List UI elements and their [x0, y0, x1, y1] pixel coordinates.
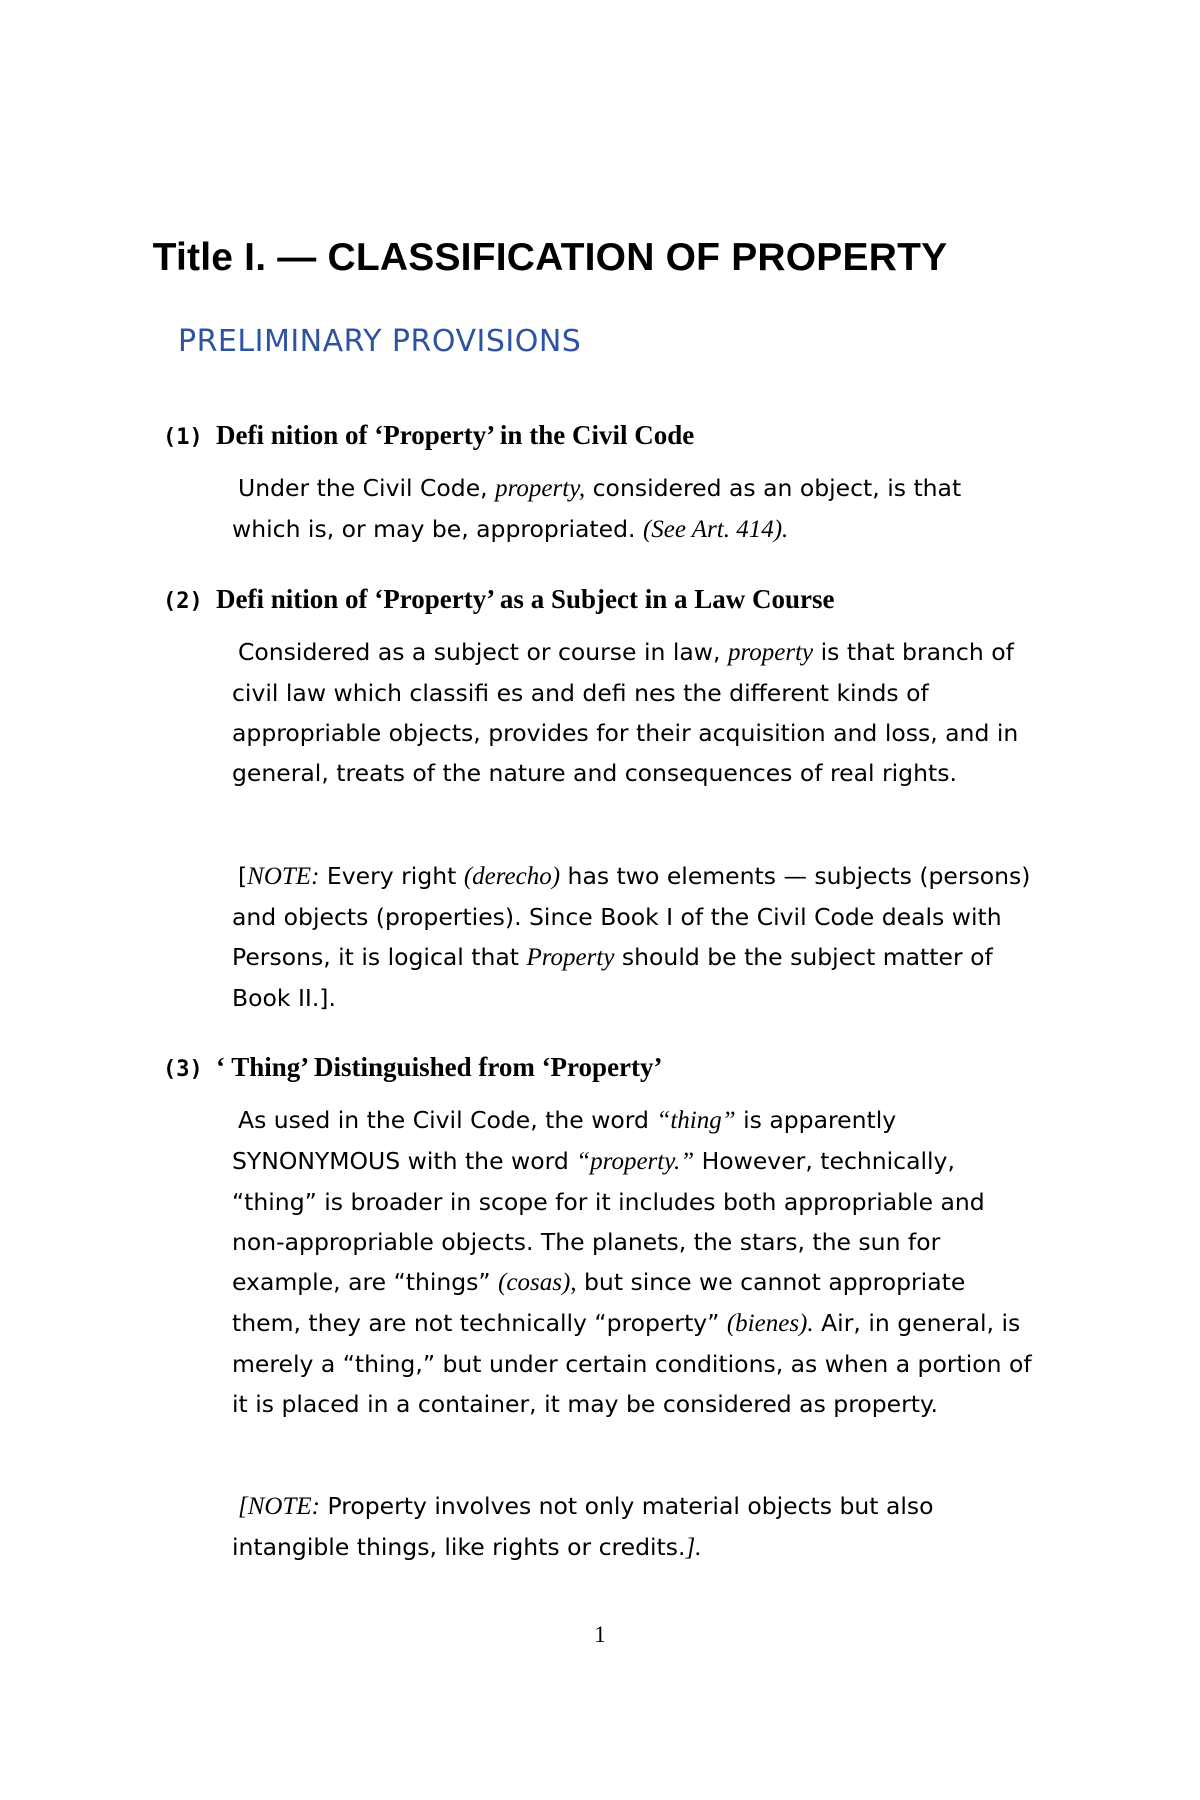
- paragraph-italic-text: NOTE:: [247, 863, 320, 890]
- paragraph-italic-text: property: [727, 639, 814, 666]
- section-heading-text: ‘ Thing’ Distinguished from ‘Property’: [216, 1052, 663, 1082]
- paragraph-italic-text: “thing”: [656, 1107, 736, 1134]
- paragraph-text: but since we cannot appropriate them, they are not technically “property”: [232, 1268, 966, 1337]
- page-title: Title I. — CLASSIFICATION OF PROPERTY: [152, 236, 948, 279]
- section-heading-text: Defi nition of ‘Property’ in the Civil Code: [216, 420, 695, 450]
- paragraph-italic-text: (cosas),: [498, 1269, 577, 1296]
- paragraph-text: has two elements — subjects (persons) and objects (properties). Since Book I of the Civil Code deals with Persons, it is logical that: [232, 862, 1031, 971]
- paragraph-italic-text: property,: [495, 475, 586, 502]
- section-number: (3): [163, 1057, 203, 1082]
- section-heading-3: [163, 1052, 663, 1083]
- paragraph-text: As used in the Civil Code, the word: [238, 1106, 657, 1134]
- paragraph-text: Air, in general, is merely a “thing,” but under certain conditions, as when a portion of it is placed in a container, it may be considered as property.: [232, 1309, 1032, 1418]
- paragraph-italic-text: “property.”: [576, 1148, 695, 1175]
- section-heading-text: Defi nition of ‘Property’ as a Subject in a Law Course: [216, 584, 835, 614]
- paragraph-italic-text: (bienes).: [726, 1310, 814, 1337]
- paragraph-2-1: [232, 632, 1032, 793]
- paragraph-italic-text: (derecho): [463, 863, 561, 890]
- paragraph-italic-text: Property: [526, 944, 615, 971]
- paragraph-text: Every right: [319, 862, 464, 890]
- section-subtitle: PRELIMINARY PROVISIONS: [178, 324, 582, 359]
- paragraph-text: is that branch of civil law which classifi es and defi nes the different kinds of appropriable objects, provides for their acquisition and loss, and in general, treats of the nature and consequences of real rights.: [232, 638, 1019, 787]
- section-heading-2: [163, 584, 834, 615]
- paragraph-3-1: [232, 1100, 1032, 1424]
- paragraph-1-1: [232, 468, 1032, 550]
- paragraph-italic-text: [NOTE:: [238, 1493, 320, 1520]
- paragraph-italic-text: ].: [685, 1534, 702, 1561]
- paragraph-text: Considered as a subject or course in law,: [238, 638, 728, 666]
- section-number: (1): [163, 425, 203, 450]
- paragraph-text: Under the Civil Code,: [238, 474, 496, 502]
- section-heading-1: [163, 420, 694, 451]
- paragraph-italic-text: (See Art. 414).: [642, 516, 789, 543]
- paragraph-3-2-note: [232, 1486, 1032, 1568]
- paragraph-text: considered as an object, is that which is, or may be, appropriated.: [232, 474, 962, 543]
- page-number: 1: [594, 1622, 606, 1647]
- paragraph-text: is apparently SYNONYMOUS with the word: [232, 1106, 897, 1175]
- paragraph-text: should be the subject matter of Book II.].: [232, 943, 993, 1012]
- paragraph-2-2-note: [232, 856, 1032, 1018]
- section-number: (2): [163, 589, 203, 614]
- paragraph-text: However, technically, “thing” is broader in scope for it includes both appropriable and non-appropriable objects. The planets, the stars, the sun for example, are “things”: [232, 1147, 985, 1296]
- paragraph-text: [: [238, 862, 248, 890]
- paragraph-text: Property involves not only material objects but also intangible things, like rights or credits.: [232, 1492, 934, 1561]
